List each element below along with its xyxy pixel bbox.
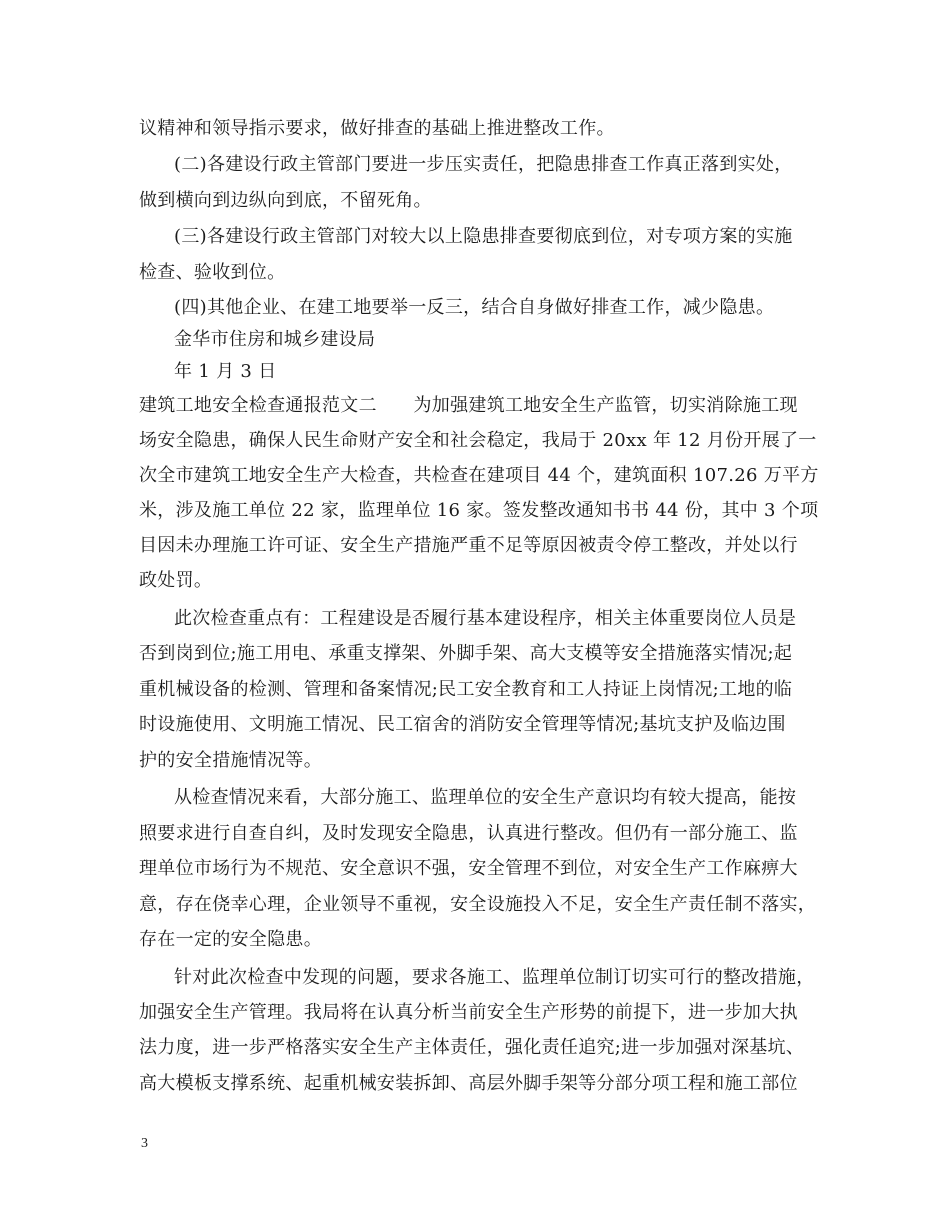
signature-date: 年 1 月 3 日 [174, 361, 277, 382]
text-line: 次全市建筑工地安全生产大检查，共检查在建项目 44 个，建筑面积 107.26 万平方 [139, 465, 819, 486]
text-line: (四)其他企业、在建工地要举一反三，结合自身做好排查工作，减少隐患。 [174, 297, 775, 318]
text-line: 政处罚。 [139, 570, 213, 591]
text-line: 此次检查重点有：工程建设是否履行基本建设程序，相关主体重要岗位人员是 [174, 608, 797, 629]
text-line: 时设施使用、文明施工情况、民工宿舍的消防安全管理等情况;基坑支护及临边围 [139, 714, 786, 735]
text-line: 法力度，进一步严格落实安全生产主体责任，强化责任追究;进一步加强对深基坑、 [139, 1037, 805, 1058]
text-line: 意，存在侥幸心理，企业领导不重视，安全设施投入不足，安全生产责任制不落实， [139, 894, 817, 915]
section-heading-line: 建筑工地安全检查通报范文二 为加强建筑工地安全生产监管，切实消除施工现 [139, 395, 798, 416]
text-line: 从检查情况来看，大部分施工、监理单位的安全生产意识均有较大提高，能按 [174, 787, 797, 808]
text-line: 高大模板支撑系统、起重机械安装拆卸、高层外脚手架等分部分项工程和施工部位 [139, 1073, 798, 1094]
text-line: 检查、验收到位。 [139, 262, 286, 283]
text-line: 重机械设备的检测、管理和备案情况;民工安全教育和工人持证上岗情况;工地的临 [139, 679, 793, 700]
signature-organization: 金华市住房和城乡建设局 [174, 329, 376, 350]
text-line: 否到岗到位;施工用电、承重支撑架、外脚手架、高大支模等安全措施落实情况;起 [139, 643, 793, 664]
text-line: 照要求进行自查自纠，及时发现安全隐患，认真进行整改。但仍有一部分施工、监 [139, 823, 798, 844]
text-line: 做到横向到边纵向到底，不留死角。 [139, 190, 432, 211]
text-line: (三)各建设行政主管部门对较大以上隐患排查要彻底到位，对专项方案的实施 [174, 226, 793, 247]
text-line: 加强安全生产管理。我局将在认真分析当前安全生产形势的前提下，进一步加大执 [139, 1002, 798, 1023]
text-line: 理单位市场行为不规范、安全意识不强，安全管理不到位，对安全生产工作麻痹大 [139, 858, 798, 879]
text-line: 场安全隐患，确保人民生命财产安全和社会稳定，我局于 20xx 年 12 月份开展了一 [139, 430, 817, 451]
text-line: 针对此次检查中发现的问题，要求各施工、监理单位制订切实可行的整改措施， [174, 967, 815, 988]
text-line: 目因未办理施工许可证、安全生产措施严重不足等原因被责令停工整改，并处以行 [139, 535, 798, 556]
text-line: 存在一定的安全隐患。 [139, 929, 322, 950]
page-number: 3 [141, 1136, 148, 1151]
text-line: 米，涉及施工单位 22 家，监理单位 16 家。签发整改通知书书 44 份，其中 3 个项 [139, 500, 819, 521]
text-line: (二)各建设行政主管部门要进一步压实责任，把隐患排查工作真正落到实处， [174, 154, 793, 175]
text-line: 议精神和领导指示要求，做好排查的基础上推进整改工作。 [139, 118, 615, 139]
text-line: 护的安全措施情况等。 [139, 750, 322, 771]
